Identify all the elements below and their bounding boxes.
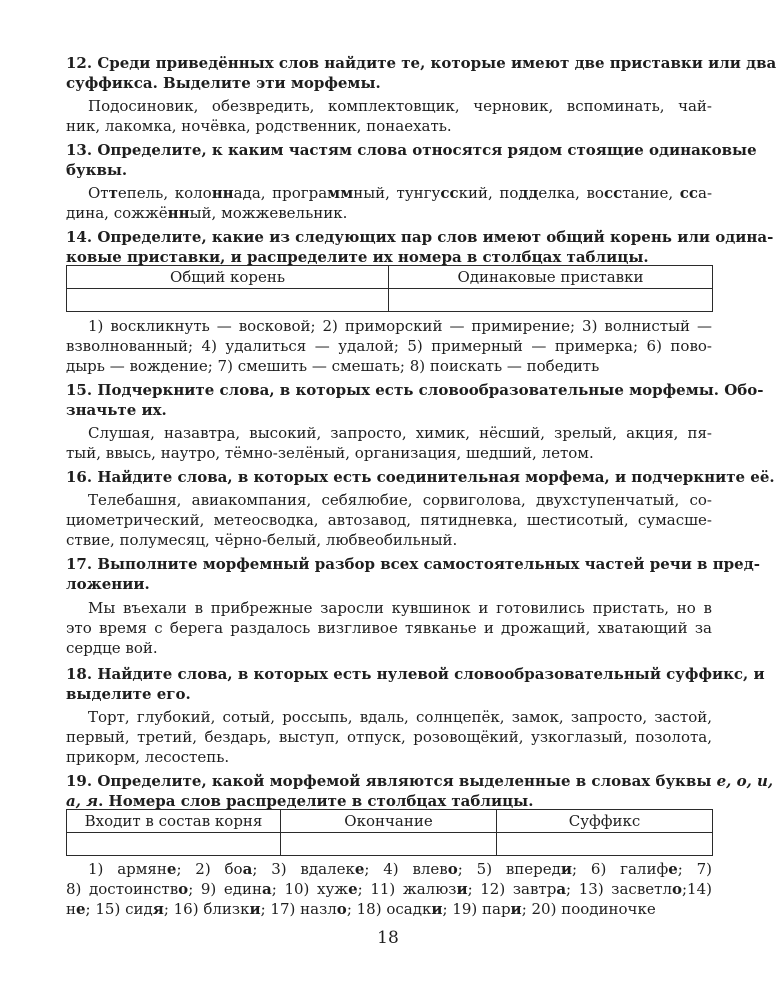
highlighted-letters: е (76, 900, 86, 918)
text-run: а- (698, 184, 712, 202)
highlighted-letters: и (249, 900, 261, 918)
text-run: ; 12) завтр (467, 880, 557, 898)
task-14-body-line-2: взволнованный; 4) удалиться — удалой; 5) примерный — примерка; 6) пово- (66, 337, 712, 355)
highlighted-letters: е (354, 860, 365, 878)
highlighted-letters: а (556, 880, 567, 898)
text-run: ; 9) един (188, 880, 263, 898)
task-19-body-line-2 (66, 879, 712, 899)
task-14-body-line-1: 1) воскликнуть — восковой; 2) приморский — примирение; 3) волнистый — (88, 317, 712, 335)
task-19-heading-line-2 (66, 791, 712, 811)
text-run: епель, коло (117, 184, 212, 202)
text-run: От (88, 184, 109, 202)
highlighted-letters: е (166, 860, 177, 878)
text-run: ; 19) пар (442, 900, 511, 918)
highlighted-letters: а (242, 860, 253, 878)
answer-cell[interactable] (389, 289, 713, 312)
answer-cell[interactable] (67, 289, 389, 312)
answer-cell[interactable] (281, 833, 497, 856)
task-13-heading-line-1: 13. Определите, к каким частям слова относятся рядом стоящие одинаковые (66, 141, 757, 159)
highlighted-letters: мм (327, 184, 354, 202)
task-13-body-line-1 (88, 183, 712, 203)
task-19-table (66, 809, 713, 856)
task-12-body-line-2: ник, лакомка, ночёвка, родственник, понаехать. (66, 117, 452, 135)
highlighted-letters: и (431, 900, 443, 918)
italic-letters: а, я (66, 792, 99, 810)
table-header-row (67, 266, 713, 289)
task-12-heading-line-2: суффикса. Выделите эти морфемы. (66, 74, 381, 92)
task-16-body-line-3: ствие, полумесяц, чёрно-белый, любвеобильный. (66, 531, 458, 549)
table-header-same-prefixes: Одинаковые приставки (389, 266, 713, 289)
text-run: ;14) (682, 880, 712, 898)
text-run: 1) армян (88, 860, 167, 878)
table-header-root: Входит в состав корня (67, 810, 281, 833)
table-header-ending: Окончание (281, 810, 497, 833)
text-run: ; 3) вдалек (252, 860, 355, 878)
task-18-heading-line-2: выделите его. (66, 685, 191, 703)
task-19-heading-line-1 (66, 771, 774, 791)
task-14-table (66, 265, 713, 312)
highlighted-letters: о (671, 880, 682, 898)
table-header-row (67, 810, 713, 833)
text-run: тание, (622, 184, 680, 202)
task-17-body-line-2: это время с берега раздалось визгливое тявканье и дрожащий, хватающий за (66, 619, 712, 637)
text-run: н (66, 900, 76, 918)
task-19-body-line-3 (66, 899, 712, 919)
text-run: ; 18) осадк (346, 900, 432, 918)
text-run: ый, можжевельник. (189, 204, 348, 222)
task-16-body-line-2: циометрический, метеосводка, автозавод, пятидневка, шестисотый, сумасше- (66, 511, 712, 529)
text-run: . Номера слов распределите в столбцах таблицы. (98, 792, 534, 810)
task-13-body-line-2 (66, 203, 712, 223)
text-run: 8) достоинств (66, 880, 179, 898)
task-18-heading-line-1: 18. Найдите слова, в которых есть нулевой словообразовательный суффикс, и (66, 665, 765, 683)
task-19-body-line-1 (88, 859, 712, 879)
answer-cell[interactable] (67, 833, 281, 856)
text-run: 19. Определите, какой морфемой являются выделенные в словах буквы (66, 772, 717, 790)
text-run: ; 20) поодиночке (521, 900, 656, 918)
text-run: елка, во (538, 184, 604, 202)
task-15-body-line-1: Слушая, назавтра, высокий, запросто, химик, нёсший, зрелый, акция, пя- (88, 424, 712, 442)
task-12-body-line-1: Подосиновик, обезвредить, комплектовщик, черновик, вспоминать, чай- (88, 97, 712, 115)
text-run: кий, по (458, 184, 519, 202)
task-17-heading-line-1: 17. Выполните морфемный разбор всех самостоятельных частей речи в пред- (66, 555, 760, 573)
table-answer-row (67, 289, 713, 312)
highlighted-letters: я (152, 900, 164, 918)
text-run: ; 15) сид (85, 900, 153, 918)
task-14-heading-line-2: ковые приставки, и распределите их номера в столбцах таблицы. (66, 248, 649, 266)
task-16-body-line-1: Телебашня, авиакомпания, себялюбие, сорвиголова, двухступенчатый, со- (88, 491, 712, 509)
task-16-heading-line-1: 16. Найдите слова, в которых есть соединительная морфема, и подчеркните её. (66, 468, 775, 486)
highlighted-letters: и (510, 900, 522, 918)
task-15-heading-line-2: значьте их. (66, 401, 167, 419)
task-18-body-line-3: прикорм, лесостепь. (66, 748, 230, 766)
highlighted-letters: о (178, 880, 189, 898)
highlighted-letters: и (456, 880, 468, 898)
highlighted-letters: нн (211, 184, 234, 202)
text-run: ; 13) засветл (566, 880, 672, 898)
answer-cell[interactable] (497, 833, 713, 856)
text-run: ; 6) галиф (572, 860, 669, 878)
task-14-body-line-3: дырь — вождение; 7) смешить — смешать; 8) поискать — победить (66, 357, 600, 375)
task-15-body-line-2: тый, ввысь, наутро, тёмно-зелёный, организация, шедший, летом. (66, 444, 594, 462)
highlighted-letters: сс (440, 184, 459, 202)
text-run: ; 7) (677, 860, 712, 878)
text-run: ; 4) влев (364, 860, 448, 878)
text-run: ада, програ (233, 184, 328, 202)
highlighted-letters: е (348, 880, 358, 898)
task-13-heading-line-2: буквы. (66, 161, 128, 179)
highlighted-letters: нн (167, 204, 190, 222)
table-header-suffix: Суффикс (497, 810, 713, 833)
highlighted-letters: е (668, 860, 678, 878)
text-run: ; 2) бо (176, 860, 243, 878)
highlighted-letters: сс (679, 184, 698, 202)
text-run: ; 5) вперед (457, 860, 561, 878)
task-12-heading-line-1: 12. Среди приведённых слов найдите те, которые имеют две приставки или два (66, 54, 776, 72)
text-run: ; 16) близк (163, 900, 250, 918)
page-number: 18 (377, 928, 399, 948)
task-18-body-line-2: первый, третий, бездарь, выступ, отпуск, розовощёкий, узкоглазый, позолота, (66, 728, 712, 746)
italic-letters: е, о, и, (716, 772, 774, 790)
task-18-body-line-1: Торт, глубокий, сотый, россыпь, вдаль, солнцепёк, замок, запросто, застой, (88, 708, 712, 726)
highlighted-letters: а (262, 880, 272, 898)
table-header-common-root: Общий корень (67, 266, 389, 289)
text-run: дина, сожжё (66, 204, 168, 222)
highlighted-letters: сс (603, 184, 623, 202)
task-14-heading-line-1: 14. Определите, какие из следующих пар слов имеют общий корень или одина- (66, 228, 774, 246)
highlighted-letters: о (336, 900, 347, 918)
text-run: ; 11) жалюз (357, 880, 457, 898)
table-answer-row (67, 833, 713, 856)
highlighted-letters: и (560, 860, 573, 878)
task-17-heading-line-2: ложении. (66, 575, 150, 593)
highlighted-letters: о (447, 860, 458, 878)
task-17-body-line-1: Мы въехали в прибрежные заросли кувшинок и готовились пристать, но в (88, 599, 712, 617)
text-run: ; 17) назл (260, 900, 337, 918)
text-run: ; 10) хуж (271, 880, 349, 898)
task-15-heading-line-1: 15. Подчеркните слова, в которых есть словообразовательные морфемы. Обо- (66, 381, 764, 399)
highlighted-letters: т (108, 184, 118, 202)
highlighted-letters: дд (518, 184, 539, 202)
text-run: ный, тунгу (353, 184, 441, 202)
task-17-body-line-3: сердце вой. (66, 639, 158, 657)
